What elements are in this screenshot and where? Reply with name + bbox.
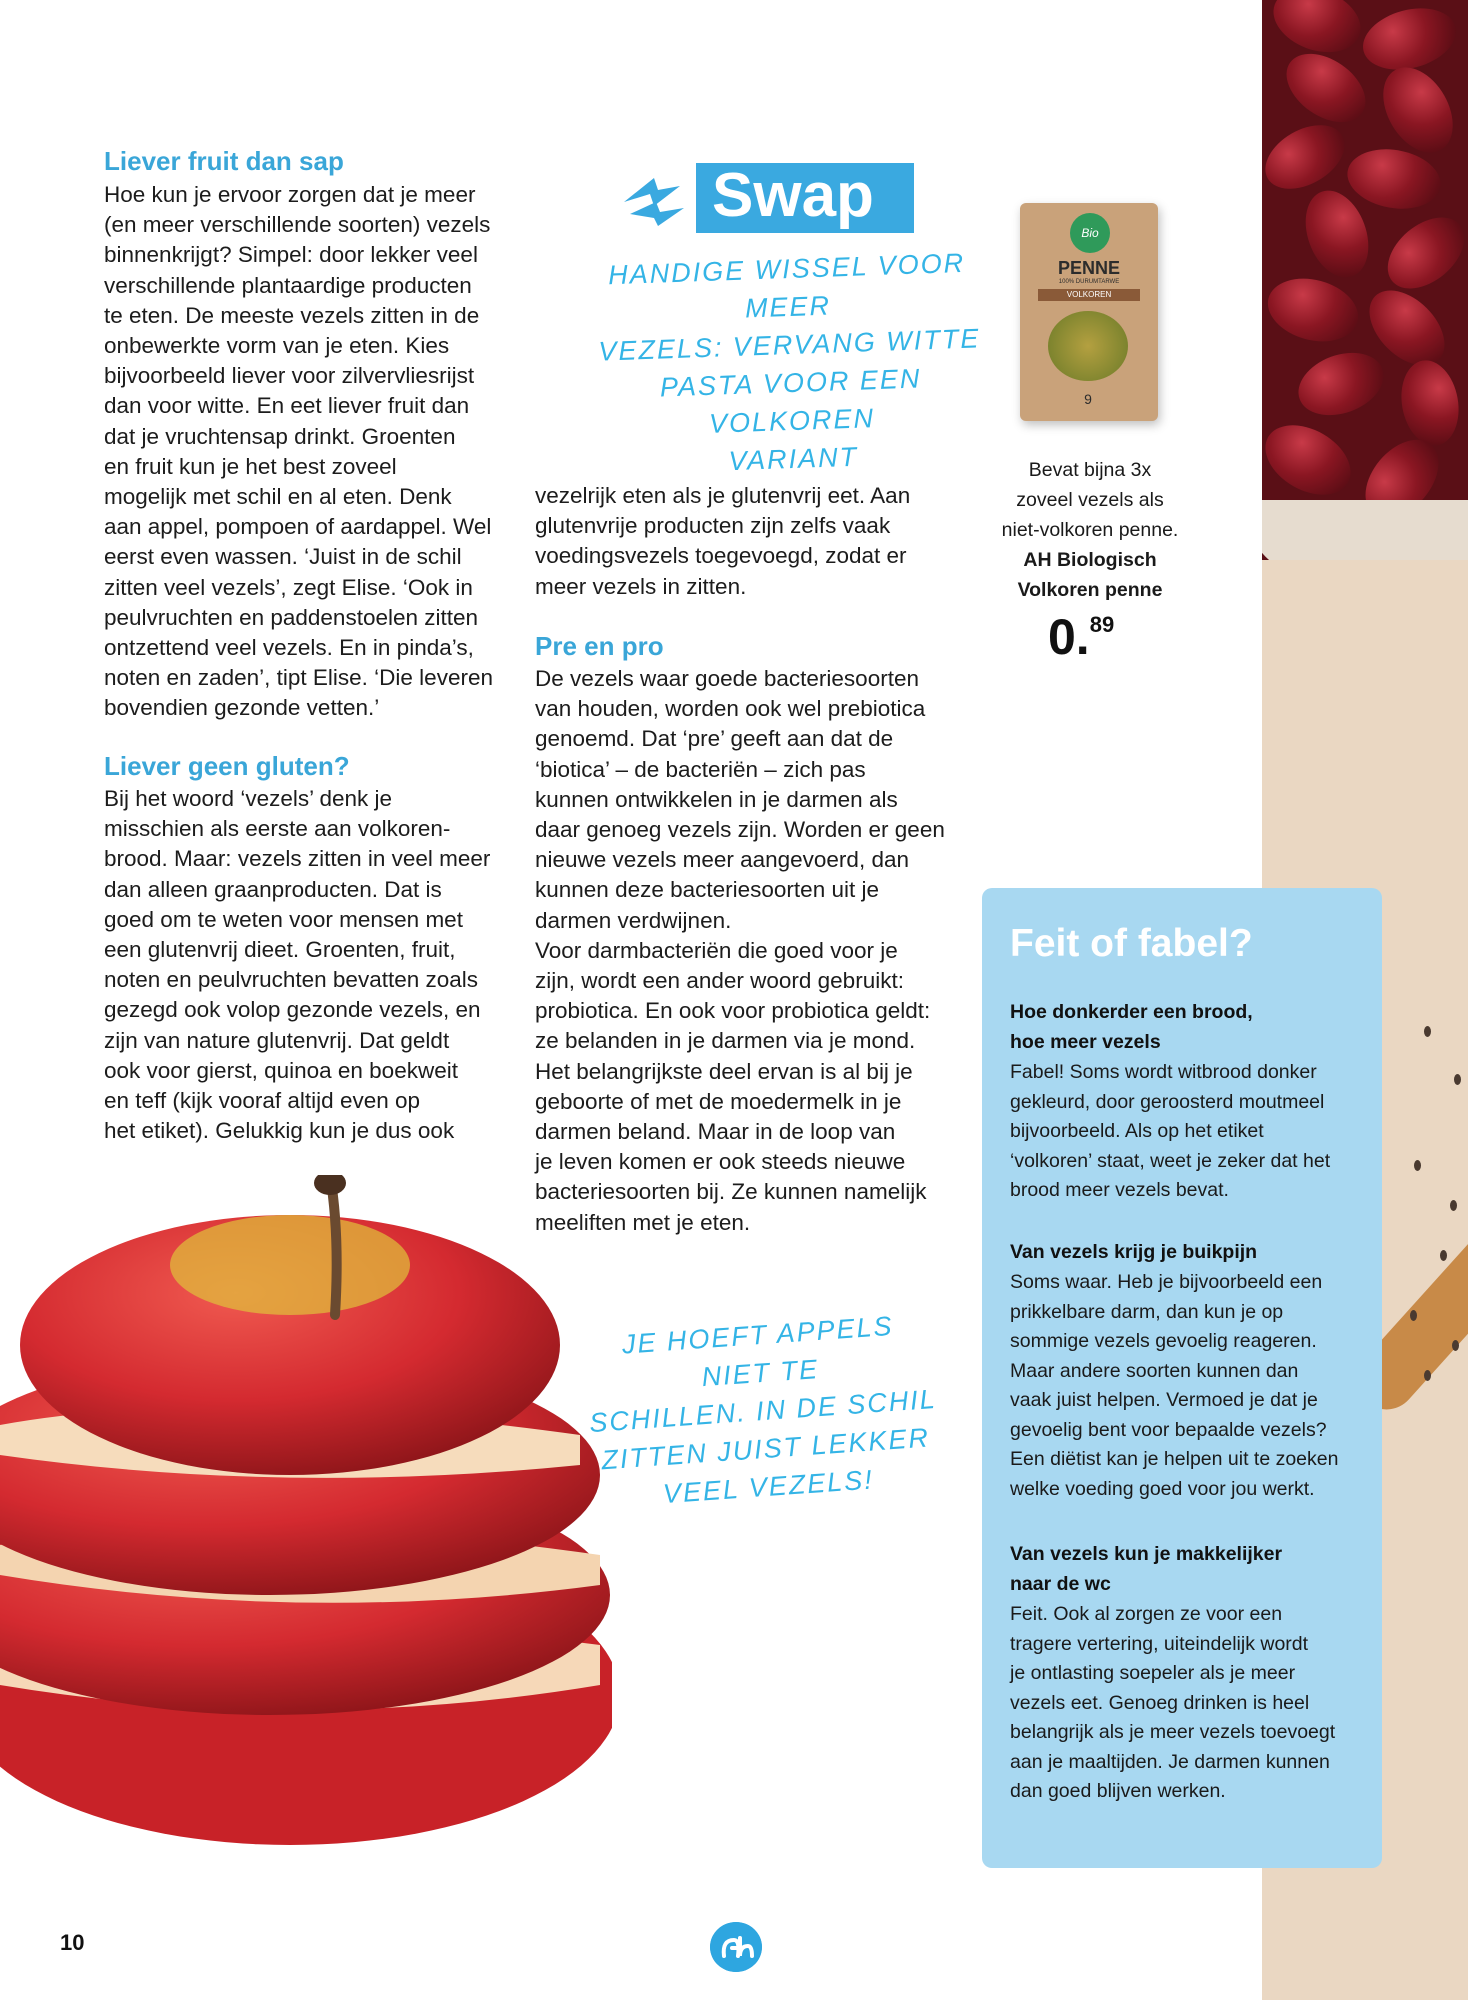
pasta-bowl-icon <box>1048 311 1128 381</box>
product-name: AH Biologisch Volkoren penne <box>1017 549 1163 601</box>
bio-badge-icon: Bio <box>1070 213 1110 253</box>
price-cents: 89 <box>1089 612 1115 637</box>
body-geen-gluten-continued: vezelrijk eten als je glutenvrij eet. Aan glutenvrije producten zijn zelfs vaak voedingsvezels toegevoegd, zodat er meer vezels in zitten. <box>535 483 911 599</box>
heading-pre-en-pro: Pre en pro <box>535 631 664 661</box>
page-number: 10 <box>60 1930 85 1955</box>
price-whole: 0. <box>1048 609 1090 665</box>
product-price <box>1048 608 1114 666</box>
swap-title: Swap <box>712 161 874 230</box>
fabel-question-3: Van vezels kun je makkelijker naar de wc <box>1010 1543 1283 1595</box>
heading-fruit-dan-sap: Liever fruit dan sap <box>104 146 344 176</box>
penne-pack-band: VOLKOREN <box>1038 289 1140 301</box>
ah-logo-icon <box>710 1922 762 1972</box>
fabel-answer-2: Soms waar. Heb je bijvoorbeeld een prikkelbare darm, dan kun je op sommige vezels gevoelig reageren. Maar andere soorten kunnen dan vaak juist helpen. Vermoed je dat je gevoelig bent voor bepaalde vezels? Een diëtist kan je helpen uit te zoeken welke voeding goed voor jou werkt. <box>1010 1271 1339 1500</box>
swap-tagline: HANDIGE WISSEL VOOR MEER VEZELS: VERVANG WITTE PASTA VOOR EEN VOLKOREN VARIANT <box>597 247 981 477</box>
kidney-beans-photo <box>1262 0 1468 560</box>
feit-of-fabel-title: Feit of fabel? <box>1010 922 1253 965</box>
penne-pack-title: PENNE <box>1057 258 1120 278</box>
fabel-answer-3: Feit. Ook al zorgen ze voor een tragere vertering, uiteindelijk wordt je ontlasting soepeler als je meer vezels eet. Genoeg drinken is heel belangrijk als je meer vezels toevoegt aan je maaltijden. Je darmen kunnen dan goed blijven werken. <box>1010 1603 1336 1802</box>
fabel-question-2: Van vezels krijg je buikpijn <box>1010 1241 1258 1263</box>
penne-pack-subtitle: 100% DURUMTARWE <box>1058 279 1120 285</box>
body-geen-gluten: Bij het woord ‘vezels’ denk je misschien als eerste aan volkoren- brood. Maar: vezels zitten in veel meer dan alleen graanproducten. Dat is goed om te weten voor mensen met een glutenvrij dieet. Groenten, fruit, noten en peulvruchten bevatten zoals gezegd ook volop gezonde vezels, en zijn van nature glutenvrij. Dat geldt ook voor gierst, quinoa en boekweit en teff (kijk vooraf altijd even op het etiket). Gelukkig kun je dus ook <box>104 786 491 1144</box>
penne-package-image <box>1020 203 1158 421</box>
seeds-decoration <box>1380 1020 1460 1380</box>
body-pre-en-pro: De vezels waar goede bacteriesoorten van houden, worden ook wel prebiotica genoemd. Dat ‘pre’ geeft aan dat de ‘biotica’ – de bacteriën – zich pas kunnen ontwikkelen in je darmen als daar genoeg vezels zijn. Worden er geen nieuwe vezels meer aangevoerd, dan kunnen deze bacteriesoorten uit je darmen verdwijnen. Voor darmbacteriën die goed voor je zijn, wordt een ander woord gebruikt: probiotica. En ook voor probiotica geldt: ze belanden in je darmen via je mond. Het belangrijkste deel ervan is al bij je geboorte of met de moedermelk in je darmen beland. Maar in de loop van je leven komen er ook steeds nieuwe bacteriesoorten bij. Ze kunnen namelijk meeliften met je eten. <box>535 666 945 1235</box>
fabel-answer-1: Fabel! Soms wordt witbrood donker gekleurd, door geroosterd moutmeel bijvoorbeeld. Als op het etiket ‘volkoren’ staat, weet je zeker dat het brood meer vezels bevat. <box>1010 1061 1331 1201</box>
apple-note: JE HOEFT APPELS NIET TE SCHILLEN. IN DE SCHIL ZITTEN JUIST LEKKER VEEL VEZELS! <box>588 1310 938 1510</box>
body-fruit-dan-sap: Hoe kun je ervoor zorgen dat je meer (en meer verschillende soorten) vezels binnenkrijgt? Simpel: door lekker veel verschillende plantaardige producten te eten. De meeste vezels zitten in de onbewerkte vorm van je eten. Kies bijvoorbeeld liever voor zilvervliesrijst dan voor witte. En eet liever fruit dan dat je vruchtensap drinkt. Groenten en fruit kun je het best zoveel mogelijk met schil en al eten. Denk aan appel, pompoen of aardappel. Wel eerst even wassen. ‘Juist in de schil zitten veel vezels’, zegt Elise. ‘Ook in peulvruchten en paddenstoelen zitten ontzettend veel vezels. En in pinda’s, noten en zaden’, tipt Elise. ‘Die leveren bovendien gezonde vetten.’ <box>104 182 493 721</box>
swap-arrows-icon <box>614 172 694 228</box>
sliced-apple-image <box>0 1175 612 1855</box>
penne-pack-score: 9 <box>1084 391 1092 407</box>
fabel-question-1: Hoe donkerder een brood, hoe meer vezels <box>1010 1001 1253 1053</box>
heading-geen-gluten: Liever geen gluten? <box>104 751 350 781</box>
product-description: Bevat bijna 3x zoveel vezels als niet-volkoren penne. <box>1001 459 1179 541</box>
